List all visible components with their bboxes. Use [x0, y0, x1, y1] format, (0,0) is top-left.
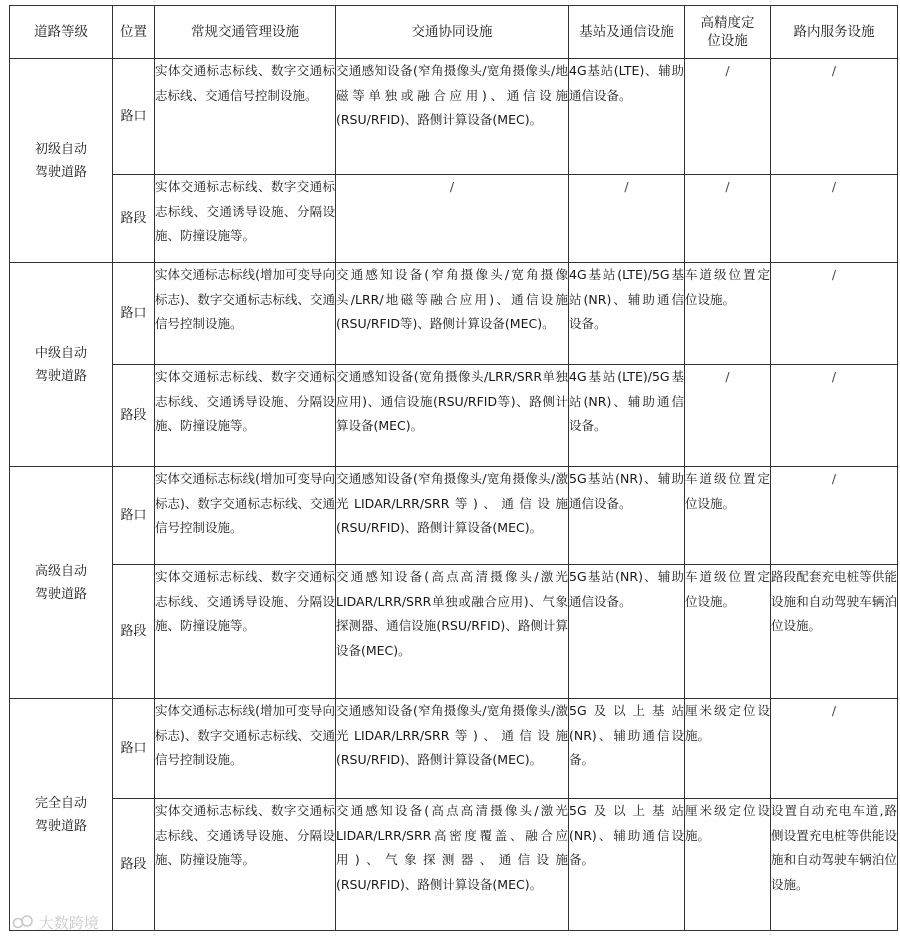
header-position: 位置	[113, 6, 155, 59]
regular-traffic-cell: 实体交通标志标线(增加可变导向标志)、数字交通标志标线、交通信号控制设施。	[155, 467, 336, 565]
road-service-cell: /	[771, 59, 898, 175]
road-level-cell	[10, 699, 113, 931]
road-level-cell	[10, 467, 113, 699]
watermark	[12, 912, 99, 933]
road-service-cell: /	[771, 175, 898, 263]
base-station-cell: 4G基站(LTE)、辅助通信设备。	[569, 59, 685, 175]
base-station-cell: 5G及以上基站(NR)、辅助通信设备。	[569, 699, 685, 799]
coop-facilities-cell: 交通感知设备(窄角摄像头/宽角摄像头/激光LIDAR/LRR/SRR等)、通信设施(RSU/RFID)、路侧计算设备(MEC)。	[336, 467, 569, 565]
coop-facilities-cell: 交通感知设备(窄角摄像头/宽角摄像头/激光LIDAR/LRR/SRR等)、通信设施(RSU/RFID)、路侧计算设备(MEC)。	[336, 699, 569, 799]
table-row	[10, 59, 898, 175]
road-service-cell: 设置自动充电车道,路侧设置充电桩等供能设施和自动驾驶车辆泊位设施。	[771, 799, 898, 931]
watermark-text: 大数跨境	[38, 914, 99, 932]
positioning-cell: /	[685, 365, 771, 467]
road-level-cell	[10, 59, 113, 263]
road-service-cell: /	[771, 263, 898, 365]
watermark-logo-icon	[12, 914, 34, 930]
base-station-cell: 5G基站(NR)、辅助通信设备。	[569, 467, 685, 565]
regular-traffic-cell: 实体交通标志标线、数字交通标志标线、交通诱导设施、分隔设施、防撞设施等。	[155, 799, 336, 931]
position-cell: 路段	[113, 799, 155, 931]
table-row	[10, 799, 898, 931]
coop-facilities-cell: 交通感知设备(高点高清摄像头/激光LIDAR/LRR/SRR高密度覆盖、融合应用)、气象探测器、通信设施(RSU/RFID)、路侧计算设备(MEC)。	[336, 799, 569, 931]
table-row	[10, 467, 898, 565]
header-base-station: 基站及通信设施	[569, 6, 685, 59]
facility-table	[9, 5, 898, 931]
header-regular-traffic: 常规交通管理设施	[155, 6, 336, 59]
road-service-cell: 路段配套充电桩等供能设施和自动驾驶车辆泊位设施。	[771, 565, 898, 699]
positioning-cell: 厘米级定位设施。	[685, 699, 771, 799]
table-row	[10, 175, 898, 263]
positioning-cell: 车道级位置定位设施。	[685, 467, 771, 565]
positioning-cell: /	[685, 59, 771, 175]
base-station-cell: /	[569, 175, 685, 263]
coop-facilities-cell: /	[336, 175, 569, 263]
regular-traffic-cell: 实体交通标志标线、数字交通标志标线、交通诱导设施、分隔设施、防撞设施等。	[155, 565, 336, 699]
position-cell: 路口	[113, 59, 155, 175]
header-road-service: 路内服务设施	[771, 6, 898, 59]
road-level-label: 高级自动驾驶道路	[34, 563, 87, 602]
position-cell: 路段	[113, 365, 155, 467]
position-cell: 路段	[113, 565, 155, 699]
header-positioning: 高精度定位设施	[685, 6, 771, 59]
position-cell: 路口	[113, 699, 155, 799]
road-service-cell: /	[771, 365, 898, 467]
base-station-cell: 4G基站(LTE)/5G基站(NR)、辅助通信设备。	[569, 263, 685, 365]
base-station-cell: 5G基站(NR)、辅助通信设备。	[569, 565, 685, 699]
positioning-cell: /	[685, 175, 771, 263]
table-row	[10, 365, 898, 467]
coop-facilities-cell: 交通感知设备(窄角摄像头/宽角摄像头/LRR/地磁等融合应用)、通信设施(RSU/RFID等)、路侧计算设备(MEC)。	[336, 263, 569, 365]
road-service-cell: /	[771, 699, 898, 799]
regular-traffic-cell: 实体交通标志标线(增加可变导向标志)、数字交通标志标线、交通信号控制设施。	[155, 699, 336, 799]
road-level-label: 中级自动驾驶道路	[34, 345, 87, 384]
positioning-cell: 厘米级定位设施。	[685, 799, 771, 931]
position-cell: 路口	[113, 467, 155, 565]
positioning-cell: 车道级位置定位设施。	[685, 565, 771, 699]
position-cell: 路段	[113, 175, 155, 263]
header-coop-facilities: 交通协同设施	[336, 6, 569, 59]
table-row	[10, 565, 898, 699]
table-row	[10, 699, 898, 799]
table-row	[10, 263, 898, 365]
coop-facilities-cell: 交通感知设备(窄角摄像头/宽角摄像头/地磁等单独或融合应用)、通信设施(RSU/RFID)、路侧计算设备(MEC)。	[336, 59, 569, 175]
road-service-cell: /	[771, 467, 898, 565]
coop-facilities-cell: 交通感知设备(宽角摄像头/LRR/SRR单独应用)、通信设施(RSU/RFID等)、路侧计算设备(MEC)。	[336, 365, 569, 467]
table-header-row	[10, 6, 898, 59]
base-station-cell: 5G及以上基站(NR)、辅助通信设备。	[569, 799, 685, 931]
regular-traffic-cell: 实体交通标志标线(增加可变导向标志)、数字交通标志标线、交通信号控制设施。	[155, 263, 336, 365]
road-level-label: 初级自动驾驶道路	[34, 141, 87, 180]
header-road-level: 道路等级	[10, 6, 113, 59]
base-station-cell: 4G基站(LTE)/5G基站(NR)、辅助通信设备。	[569, 365, 685, 467]
regular-traffic-cell: 实体交通标志标线、数字交通标志标线、交通诱导设施、分隔设施、防撞设施等。	[155, 175, 336, 263]
position-cell: 路口	[113, 263, 155, 365]
road-level-cell	[10, 263, 113, 467]
coop-facilities-cell: 交通感知设备(高点高清摄像头/激光LIDAR/LRR/SRR单独或融合应用)、气象探测器、通信设施(RSU/RFID)、路侧计算设备(MEC)。	[336, 565, 569, 699]
positioning-cell: 车道级位置定位设施。	[685, 263, 771, 365]
regular-traffic-cell: 实体交通标志标线、数字交通标志标线、交通诱导设施、分隔设施、防撞设施等。	[155, 365, 336, 467]
road-level-label: 完全自动驾驶道路	[34, 795, 87, 834]
regular-traffic-cell: 实体交通标志标线、数字交通标志标线、交通信号控制设施。	[155, 59, 336, 175]
